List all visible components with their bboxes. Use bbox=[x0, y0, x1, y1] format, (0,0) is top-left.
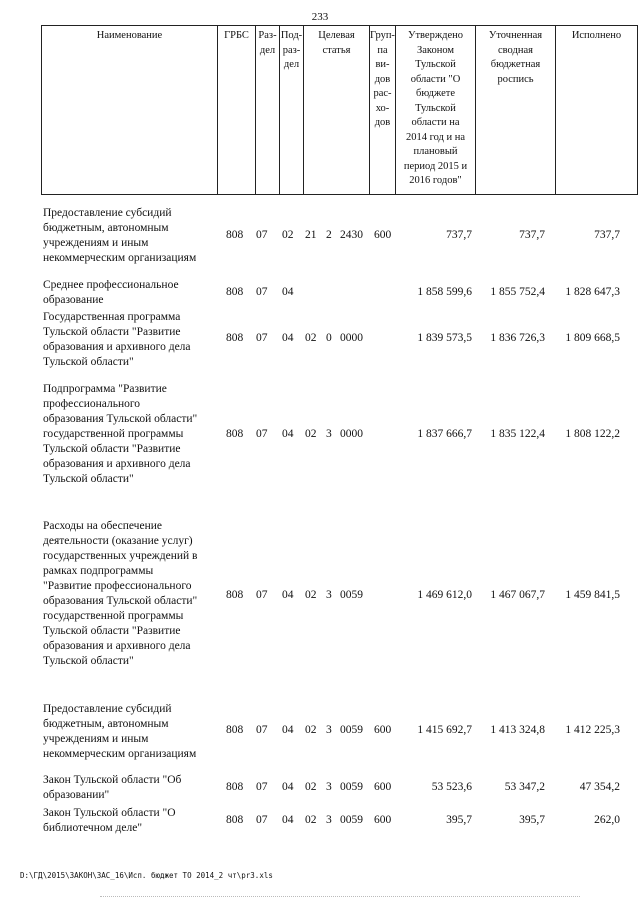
header-group-l5: рас- bbox=[373, 88, 392, 99]
header-approved-l10: период 2015 и bbox=[403, 160, 468, 172]
header-razdel-l1: Раз- bbox=[258, 30, 277, 41]
header-name bbox=[42, 26, 217, 194]
cell-target-program: 02 bbox=[305, 724, 317, 736]
row-name bbox=[43, 702, 223, 762]
row-name-line: Государственная программа bbox=[43, 311, 181, 323]
header-approved-l11: 2016 годов" bbox=[409, 175, 462, 186]
cell-approved: 1 839 573,5 bbox=[417, 332, 472, 344]
scan-edge-divider bbox=[100, 896, 580, 897]
row-name-line: Предоставление субсидий bbox=[43, 207, 172, 219]
cell-executed: 737,7 bbox=[594, 229, 620, 241]
header-refined-l2: сводная bbox=[498, 44, 533, 56]
header-group-l4: дов bbox=[374, 73, 391, 85]
cell-refined: 737,7 bbox=[519, 229, 545, 241]
cell-grbs: 808 bbox=[226, 589, 244, 601]
cell-target-program: 02 bbox=[305, 589, 317, 601]
row-name-line: бюджетным, автономным bbox=[43, 222, 169, 234]
cell-target-code: 0000 bbox=[340, 428, 363, 440]
row-name-line: деятельности (оказание услуг) bbox=[43, 535, 193, 547]
row-name-line: образования и архивного дела bbox=[43, 341, 191, 353]
cell-approved: 737,7 bbox=[446, 229, 472, 241]
cell-target-sub: 0 bbox=[326, 332, 332, 344]
cell-grbs: 808 bbox=[226, 286, 244, 298]
cell-refined: 1 855 752,4 bbox=[490, 286, 545, 298]
cell-target-code: 0059 bbox=[340, 814, 363, 826]
cell-grbs: 808 bbox=[226, 724, 244, 736]
header-grbs bbox=[217, 26, 255, 194]
cell-razdel: 07 bbox=[256, 781, 268, 793]
cell-target-code: 0000 bbox=[340, 332, 363, 344]
cell-group: 600 bbox=[374, 229, 392, 241]
header-group-l7: дов bbox=[374, 117, 391, 128]
cell-executed: 1 828 647,3 bbox=[565, 286, 620, 298]
header-grbs-text: ГРБС bbox=[224, 30, 249, 41]
cell-executed: 1 412 225,3 bbox=[565, 724, 620, 736]
row-name-line: образования Тульской области" bbox=[43, 595, 198, 607]
row-name bbox=[43, 310, 223, 370]
cell-target-sub: 3 bbox=[326, 781, 332, 793]
cell-target-program: 02 bbox=[305, 428, 317, 440]
header-razdel bbox=[255, 26, 279, 194]
cell-executed: 1 459 841,5 bbox=[565, 589, 620, 601]
row-name-line: Тульской области" bbox=[43, 356, 134, 368]
row-name-line: образования и архивного дела bbox=[43, 640, 191, 652]
header-refined-l4: роспись bbox=[497, 73, 534, 85]
row-name-line: Среднее профессиональное bbox=[43, 279, 179, 291]
cell-approved: 1 837 666,7 bbox=[417, 428, 472, 440]
cell-podrazdel: 04 bbox=[282, 781, 294, 793]
header-name-text: Наименование bbox=[96, 30, 163, 41]
row-name bbox=[43, 278, 223, 308]
header-group bbox=[369, 26, 395, 194]
row-name-line: учреждениям и иным bbox=[43, 733, 149, 745]
row-name-line: Закон Тульской области "О bbox=[43, 807, 176, 819]
row-name-line: образование bbox=[43, 294, 104, 306]
cell-razdel: 07 bbox=[256, 332, 268, 344]
cell-refined: 53 347,2 bbox=[504, 781, 545, 793]
cell-executed: 262,0 bbox=[594, 814, 620, 826]
cell-razdel: 07 bbox=[256, 428, 268, 440]
header-target-l2: статья bbox=[322, 44, 351, 56]
cell-target-code: 2430 bbox=[340, 229, 363, 241]
row-name-line: государственной программы bbox=[43, 428, 184, 440]
cell-podrazdel: 04 bbox=[282, 428, 294, 440]
table-header bbox=[41, 25, 638, 195]
cell-grbs: 808 bbox=[226, 428, 244, 440]
header-approved-l1: Утверждено bbox=[408, 30, 463, 41]
row-name-line: некоммерческим организациям bbox=[43, 252, 197, 264]
row-name bbox=[43, 773, 223, 803]
header-approved-l9: плановый bbox=[413, 146, 458, 157]
row-name-line: Закон Тульской области "Об bbox=[43, 774, 182, 786]
cell-razdel: 07 bbox=[256, 724, 268, 736]
cell-podrazdel: 02 bbox=[282, 229, 294, 241]
cell-grbs: 808 bbox=[226, 781, 244, 793]
cell-target-sub: 3 bbox=[326, 589, 332, 601]
file-path-footer: D:\ГД\2015\ЗАКОН\ЗАС_16\Исп. бюджет ТО 2014_2 чт\pr3.xls bbox=[20, 871, 273, 880]
row-name-line: Тульской области" bbox=[43, 655, 134, 667]
cell-refined: 395,7 bbox=[519, 814, 545, 826]
cell-refined: 1 413 324,8 bbox=[490, 724, 545, 736]
cell-executed: 47 354,2 bbox=[579, 781, 620, 793]
row-name-line: рамках подпрограммы bbox=[43, 565, 154, 577]
cell-group: 600 bbox=[374, 814, 392, 826]
cell-refined: 1 467 067,7 bbox=[490, 589, 545, 601]
cell-podrazdel: 04 bbox=[282, 814, 294, 826]
header-refined bbox=[475, 26, 555, 194]
row-name-line: Тульской области "Развитие bbox=[43, 625, 181, 637]
cell-target-sub: 3 bbox=[326, 428, 332, 440]
row-name-line: государственной программы bbox=[43, 610, 184, 622]
cell-executed: 1 809 668,5 bbox=[565, 332, 620, 344]
row-name-line: Тульской области" bbox=[43, 473, 134, 485]
row-name-line: Предоставление субсидий bbox=[43, 703, 172, 715]
header-approved-l8: 2014 год и на bbox=[405, 131, 466, 143]
cell-target-code: 0059 bbox=[340, 589, 363, 601]
row-name bbox=[43, 206, 223, 266]
header-podrazdel bbox=[279, 26, 303, 194]
header-target-l1: Целевая bbox=[318, 30, 355, 41]
cell-razdel: 07 bbox=[256, 286, 268, 298]
header-approved-l3: Тульской bbox=[415, 59, 456, 70]
cell-razdel: 07 bbox=[256, 229, 268, 241]
cell-refined: 1 835 122,4 bbox=[490, 428, 545, 440]
row-name-line: бюджетным, автономным bbox=[43, 718, 169, 730]
cell-razdel: 07 bbox=[256, 589, 268, 601]
header-approved-l5: бюджете bbox=[415, 88, 456, 99]
cell-group: 600 bbox=[374, 724, 392, 736]
cell-grbs: 808 bbox=[226, 814, 244, 826]
header-approved-l6: Тульской bbox=[415, 102, 456, 114]
header-refined-l3: бюджетная bbox=[490, 59, 541, 70]
header-razdel-l2: дел bbox=[259, 44, 276, 56]
cell-podrazdel: 04 bbox=[282, 332, 294, 344]
cell-target-sub: 3 bbox=[326, 724, 332, 736]
cell-razdel: 07 bbox=[256, 814, 268, 826]
row-name-line: Расходы на обеспечение bbox=[43, 520, 162, 532]
cell-target-code: 0059 bbox=[340, 781, 363, 793]
cell-target-program: 21 bbox=[305, 229, 317, 241]
row-name-line: Подпрограмма "Развитие bbox=[43, 383, 167, 395]
header-podrazdel-l3: дел bbox=[283, 59, 300, 70]
cell-podrazdel: 04 bbox=[282, 724, 294, 736]
header-refined-l1: Уточненная bbox=[488, 30, 543, 41]
cell-target-code: 0059 bbox=[340, 724, 363, 736]
header-approved-l2: Законом bbox=[416, 44, 455, 56]
cell-approved: 1 415 692,7 bbox=[417, 724, 472, 736]
cell-refined: 1 836 726,3 bbox=[490, 332, 545, 344]
cell-approved: 1 469 612,0 bbox=[417, 589, 472, 601]
header-podrazdel-l1: Под- bbox=[280, 30, 303, 41]
cell-grbs: 808 bbox=[226, 332, 244, 344]
cell-approved: 395,7 bbox=[446, 814, 472, 826]
header-group-l1: Груп- bbox=[370, 30, 395, 41]
row-name bbox=[43, 806, 223, 836]
row-name-line: государственных учреждений в bbox=[43, 550, 198, 562]
header-group-l3: ви- bbox=[375, 59, 390, 70]
cell-target-program: 02 bbox=[305, 781, 317, 793]
row-name-line: профессионального bbox=[43, 398, 141, 410]
row-name-line: Тульской области "Развитие bbox=[43, 443, 181, 455]
row-name bbox=[43, 519, 228, 669]
header-executed-text: Исполнено bbox=[571, 30, 622, 41]
row-name-line: библиотечном деле" bbox=[43, 822, 143, 834]
cell-executed: 1 808 122,2 bbox=[565, 428, 620, 440]
cell-approved: 53 523,6 bbox=[431, 781, 472, 793]
row-name-line: учреждениям и иным bbox=[43, 237, 149, 249]
header-group-l6: хо- bbox=[375, 102, 390, 114]
row-name-line: некоммерческим организациям bbox=[43, 748, 197, 760]
cell-target-sub: 3 bbox=[326, 814, 332, 826]
header-approved-l7: области на bbox=[411, 117, 460, 128]
row-name bbox=[43, 382, 223, 487]
row-name-line: образовании" bbox=[43, 789, 110, 801]
header-executed bbox=[555, 26, 637, 194]
cell-target-program: 02 bbox=[305, 332, 317, 344]
cell-grbs: 808 bbox=[226, 229, 244, 241]
cell-target-sub: 2 bbox=[326, 229, 332, 241]
header-approved bbox=[395, 26, 475, 194]
row-name-line: "Развитие профессионального bbox=[43, 580, 192, 592]
row-name-line: образования Тульской области" bbox=[43, 413, 198, 425]
cell-podrazdel: 04 bbox=[282, 286, 294, 298]
header-podrazdel-l2: раз- bbox=[282, 44, 301, 56]
header-group-l2: па bbox=[377, 44, 388, 56]
cell-approved: 1 858 599,6 bbox=[417, 286, 472, 298]
cell-target-program: 02 bbox=[305, 814, 317, 826]
header-approved-l4: области "О bbox=[410, 73, 461, 85]
header-target bbox=[303, 26, 369, 194]
cell-group: 600 bbox=[374, 781, 392, 793]
page-number: 233 bbox=[311, 11, 329, 23]
row-name-line: образования и архивного дела bbox=[43, 458, 191, 470]
cell-podrazdel: 04 bbox=[282, 589, 294, 601]
row-name-line: Тульской области "Развитие bbox=[43, 326, 181, 338]
